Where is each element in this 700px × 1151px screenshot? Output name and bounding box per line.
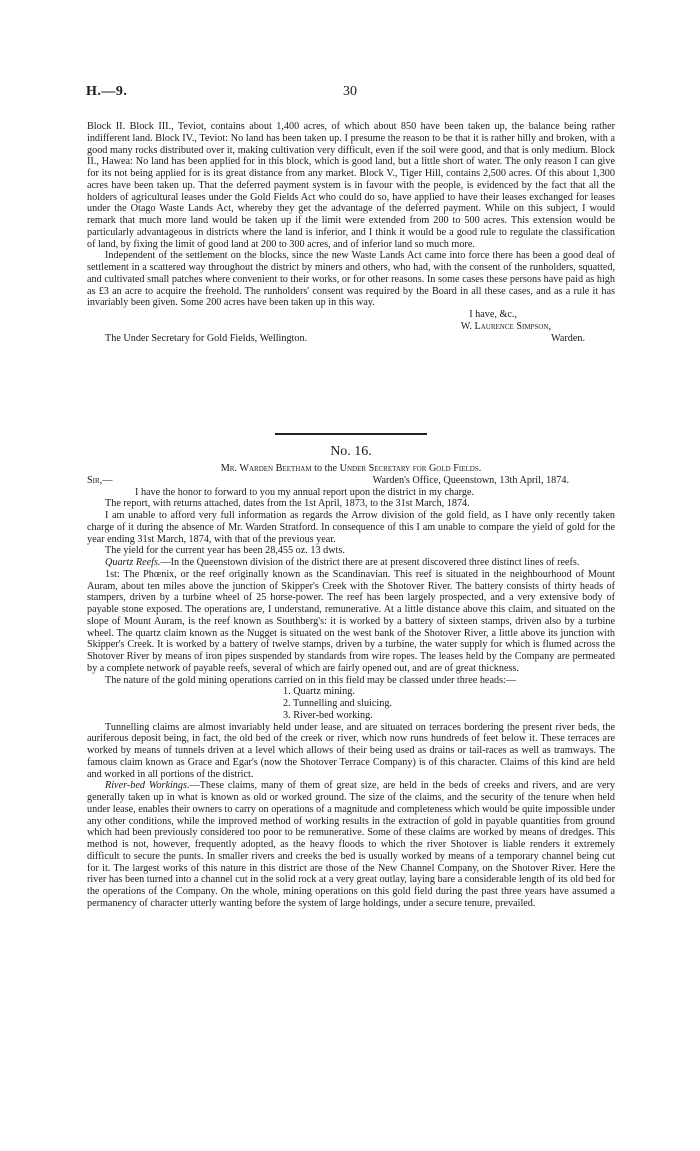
salutation: Sir,— xyxy=(87,474,113,486)
river-bed-paragraph: River-bed Workings.—These claims, many of them of great size, are held in the beds of creeks and rivers, and are very generally taken up in what is known as old or worked ground. The size of the claims, and the security of the tenure when held under lease, enables their owners to carry on operations of a magnitude and completeness which would be quite impossible under any other conditions, while the improved method of working results in the extraction of gold in payable quantities from ground which had been previously considered too poor to be remunerative. Some of these claims are worked by means of dredges. This method is not, however, frequently adopted, as the heavy floods to which the river Shotover is liable renders it extremely difficult to secure the punts. In smaller rivers and creeks the bed is usually worked by means of a temporary channel being cut for it. The largest works of this nature in this district are those of the New Channel Company, on the Shotover River. Here the river has been turned into a channel cut in the solid rock at a very great outlay, laying bare a considerable length of its old bed for the operations of the Company. On the whole, mining operations on this gold field during the past three years have assumed a permanency of character utterly wanting before the system of large holdings, under a secure tenure, prevailed. xyxy=(87,780,616,909)
quartz-reefs-heading: Quartz Reefs. xyxy=(105,557,161,568)
letter-date: Warden's Office, Queenstown, 13th April, 1874. xyxy=(372,474,569,486)
letter-16-section xyxy=(87,424,615,910)
body-paragraph: The nature of the gold mining operations carried on in this field may be classed under three heads:— xyxy=(105,674,517,686)
document-reference: H.—9. xyxy=(86,84,128,99)
body-paragraph: Tunnelling claims are almost invariably held under lease, and are situated on terraces bordering the present river beds, the auriferous deposit being, in fact, the old bed of the creek or river, which now runs hundreds of feet below it. These terraces are worked by means of tunnels driven at a level which allows of their being used as drains or tail-races as well as tramways. The famous claim known as Grace and Egar's (now the Shotover Terrace Company) is of this character. Claims of this kind are held and worked in all portions of the district. xyxy=(87,721,615,780)
river-bed-heading: River-bed Workings. xyxy=(105,780,190,792)
body-paragraph: The yield for the current year has been 28,455 oz. 13 dwts. xyxy=(105,545,345,557)
quartz-reefs-paragraph: Quartz Reefs.—In the Queenstown division of the district there are at present discovered three distinct lines of reefs. xyxy=(105,557,580,568)
list-item: 1. Quartz mining. xyxy=(283,686,355,698)
block-report-section xyxy=(87,121,615,344)
letter-heading: Mr. Warden Beetham to the Under Secretary for Gold Fields. xyxy=(220,463,482,474)
closing-salutation: I have, &c., xyxy=(469,309,517,320)
signature: W. Laurence Simpson, xyxy=(460,320,551,332)
letter-number: No. 16. xyxy=(330,444,372,459)
list-item: 2. Tunnelling and sluicing. xyxy=(283,698,392,709)
body-paragraph: Block II. Block III., Teviot, contains about 1,400 acres, of which about 850 have been taken up, the balance being rather indifferent land. Block IV., Teviot: No land has been taken up. I presume the reason to be that it is rather hilly and broken, with a good many rocks distributed over it, making cultivation very difficult, even if the soil were good, and that is only medium. Block II., Hawea: No land has been applied for in this block, which is good land, but a little short of water. The only reason I can give for its not being applied for is its great distance from any market. Block V., Tiger Hill, contains 2,500 acres. Of this about 1,300 acres have been taken up. That the deferred payment system is in favour with the people, is evidenced by the fact that all the holders of agricultural leases under the Gold Fields Act who could do so, have applied to have their leases exchanged for leases under the Otago Waste Lands Act, whereby they get the advantage of the deferred payment. While on this subject, I would remark that much more land would be taken up if the limit were extended from 200 to 500 acres. This extension would be particularly advantageous in districts where the land is inferior, and I think it would be a good rule to regulate the classification of land, by fixing the limit of good land at 200 to 300 acres, and of inferior land so much more. xyxy=(87,121,615,250)
addressee: The Under Secretary for Gold Fields, Wellington. xyxy=(105,332,308,344)
section-divider xyxy=(275,433,427,435)
signatory-role: Warden. xyxy=(551,332,585,344)
page-number: 30 xyxy=(343,84,357,99)
salutation-row xyxy=(87,475,615,487)
body-paragraph: I am unable to afford very full information as regards the Arrow division of the gold field, as I have only recently taken charge of it during the absence of Mr. Warden Stratford. In consequence of this I am unable to compare the yield of gold for the year ending 31st March, 1874, with that of the previous year. xyxy=(87,510,615,545)
body-paragraph: The report, with returns attached, dates from the 1st April, 1873, to the 31st March, 1874. xyxy=(105,498,470,510)
body-paragraph: Independent of the settlement on the blocks, since the new Waste Lands Act came into force there has been a good deal of settlement in a scattered way throughout the district by miners and others, who had, with the consent of the runholders, squatted, and cultivated small patches where convenient to their works, or for other reasons. In some cases these persons have paid as high as £3 an acre to acquire the freehold. The runholders' consent was required by the Board in all these cases, and as a rule it has invariably been given. Some 200 acres have been taken up in this way. xyxy=(87,250,615,309)
body-paragraph: 1st: The Phœnix, or the reef originally known as the Scandinavian. This reef is situated in the neighbourhood of Mount Auram, about ten miles above the junction of Skipper's Creek with the Shotover River. The battery consists of thirty heads of stampers, driven by a turbine wheel of 25 horse-power. The reef has been largely prospected, and a very extensive body of payable stone exposed. The operations are, I understand, remunerative. At a little distance above this claim, and situated on the slope of Mount Auram, is the reef known as Southberg's: it is worked by a battery of sixteen stamps, driven also by a turbine wheel. The quartz claim known as the Nugget is situated on the west bank of the Shotover River, a little above its junction with Skipper's Creek. It is worked by a battery of twelve stamps, driven by a turbine, the water supply for which is flumed across the Shotover River by means of iron pipes suspended by standards from wire ropes. The leases held by the Company are permeated by a complete network of payable reefs, several of which are fairly opened out, and are of great thickness. xyxy=(87,568,615,674)
page-header xyxy=(86,86,614,104)
list-item: 3. River-bed working. xyxy=(283,709,373,721)
addressee-row xyxy=(87,333,615,345)
body-paragraph: I have the honor to forward to you my annual report upon the district in my charge. xyxy=(135,486,475,498)
